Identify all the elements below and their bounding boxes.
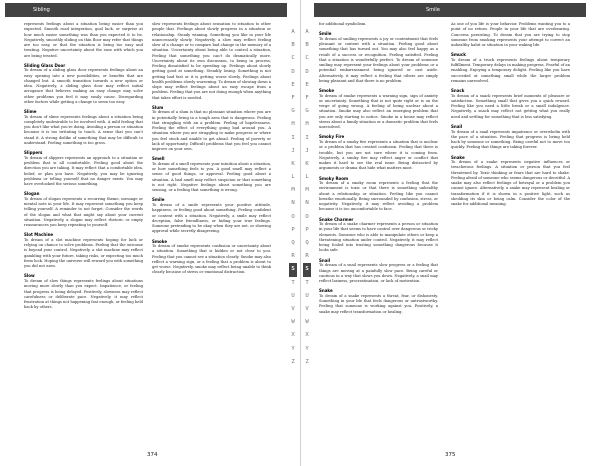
entry-title: Slot Machine [24,232,54,238]
entry-body: To dream of a snail represents impatience or overwhelm with the pace of a situation. Feeling that progress is being held back by someone or something. Being careful not to move too quickly. Feeling that things are taking forever. [451,129,570,150]
entry-body: for additional symbolism. [319,22,367,26]
index-letter-m: M [305,187,309,194]
index-letter-m: M [291,187,295,194]
index-letter-u: U [305,292,309,299]
index-letter-d: D [291,68,295,75]
entry-title: Snail [451,123,463,129]
dictionary-entry [152,239,271,276]
entry-body: To dream of smoke represents a warning sign, sign of anxiety or uncertainty. Something that is not quite right or is on the verge of going wrong. A feeling of being unclear about a situation. Smoke may also reflect an emerging problem that you are only starting to notice. Smoke in a house may reflect stress about a family situation or a domestic problem that feels unresolved. [319,93,438,130]
index-letter-o: O [291,213,295,220]
entry-body: To dream of smiling represents a joy or contentment that feels pleasant or content with a situation. Feeling good about something that has turned out. You may also feel happy as a result of a success or recognition. Feeling satisfied. Feeling that a situation is wonderfully perfect. To dream of someone smiling may represent your feelings about your problems or a potential embarrassment being ignored or cast aside. Alternatively, it may reflect a feeling that others are simply being pleasant and that there is no problem. [319,36,438,83]
index-letter-f: F [291,94,295,101]
page-number: 375 [445,452,456,458]
dictionary-entry [24,63,143,105]
index-letter-s: S [303,263,311,276]
index-letter-k: K [291,160,295,167]
dictionary-entry [24,22,143,59]
entry-body: To dream of a smoky room represents a feeling that the environment is toxic or that there is something unhealthy about a relationship or situation. Feeling like you cannot breathe emotionally. Being surrounded by confusion, stress, or negativity. Negatively, it may reflect avoiding a problem because it is too uncomfortable to face. [319,181,438,212]
index-letter-a: A [305,29,309,35]
alphabet-index [289,26,297,369]
index-letter-s: S [289,263,297,276]
index-letter-b: B [291,42,295,49]
entry-title: Slime [24,109,37,115]
index-letter-l: L [291,174,295,181]
index-letter-w: W [305,319,309,326]
entry-title: Snack [451,88,465,94]
index-letter-b: B [305,42,309,49]
entry-body: To dream of a snake represents negative influences or treacherous feelings. A situation or person that you feel threatened by. Toxic thinking or fears that are hard to shake. Feeling afraid of someone who seems dangerous or deceitful. A snake may also reflect feelings of betrayal or a problem you cannot ignore. Alternatively, a snake may represent healing or transformation if it is shown in a positive light, such as shedding its skin or being calm. Consider the color of the snake for additional meaning. [451,160,570,207]
right-column-1 [319,22,438,444]
index-letter-h: H [305,121,309,128]
entry-title: Slow [24,273,35,279]
entry-body: To dream of a snake represents a threat, fear, or dishonesty. Something in your life that feels dangerous or untrustworthy. Feeling that someone is working against you. Positively, a snake may reflect transformation or healing. [319,293,438,314]
index-letter-v: V [305,305,309,312]
entry-body: slow represents feelings about sensation to situation to other people that. Feelings about slowly progress in a situation or relationship. Steady winning. Something you like in your life unnecessarily slowly. Negatively, a slow may reflect feeling slow of a change or to compare bad change in the memory of a situation. Uncertainty about being able to control a situation, Feeling that something you can't do dramatically more. Uncertainty about its own discussion, to being in process, Feeling dissatisfied to be speeding up. Feelings about slowly getting good at something. Steadily losing. Something is not getting bad fast or it is getting worse slowly. Feelings about health problems slowly worsening. To dream of slowing down a slope may reflect feelings about an easy escape from a problem. Feeling that you are not doing enough when anything that takes effort is needed. [152,22,271,100]
dictionary-entry [319,217,438,254]
index-letter-r: R [305,253,309,260]
index-letter-o: O [305,213,309,220]
entry-title: Smile [152,197,165,203]
entry-body: To dream of smoke represents confusion or uncertainty about a situation. Something that is hidden or not clear to you. Feeling that you cannot see a situation clearly. Smoke may also reflect a warning sign, or a feeling that a problem is about to get worse. Negatively, smoke may reflect being unable to think clearly because of stress or emotional distraction. [152,244,271,275]
right-page [300,0,600,466]
left-column-2 [152,22,271,444]
index-letter-p: P [305,226,309,233]
index-letter-g: G [305,108,309,115]
index-letter-c: C [305,55,309,62]
dictionary-entry [319,258,438,285]
entry-title: Smoke [319,88,335,94]
entry-title: Snake [451,154,465,160]
entry-body: To dream of slime represents feelings about a situation being completely undesirable to be involved with. A mild feeling that you don't like what you're doing. Avoiding a person or situation because it is too irritating to touch. A sense that you can't stand it. A strong dislike of something that may be difficult to understand. Feeling something is too gross. [24,114,143,145]
index-letter-q: Q [305,240,309,246]
index-letter-k: K [305,160,309,167]
header-title: Sibling [33,7,50,13]
entry-body: To dream of a snack represents brief moments of pleasure or satisfaction. Something small that gives you a quick reward. Feeling like you need a little break or a small indulgence. Negatively, a snack may reflect not getting what you really need and settling for something that is less satisfying. [451,93,570,119]
entry-title: Slippers [24,150,43,156]
index-letter-q: Q [291,240,295,246]
index-letter-p: P [291,226,295,233]
entry-title: Snake [319,288,333,294]
dictionary-entry [451,52,570,84]
entry-body: To dream of slogan represents a recurring theme, message or mental note in your life. It may represent something you keep telling yourself. A reminder to not forget. Consider the words of the slogan and what that might say about your current situation. Negatively, a slogan may reflect rhetoric or empty reassurances you keep repeating to yourself. [24,196,143,228]
entry-body: To dream of slippers represents an approach to a situation or problem that is all comfortable. Feeling good about the direction you are taking. It may reflect that a comfortable idea, belief, or plan you have. Negatively, you may be ignoring problems or telling yourself that no danger exists. You may have overlooked the serious something. [24,155,143,187]
index-letter-z: Z [291,358,295,365]
index-letter-n: N [305,200,309,207]
index-letter-h: H [291,121,295,128]
entry-body: To dream of a smell represents your intuition about a situation, or how something feels to you. A good smell may reflect a sense of good things, or approval. Feeling good about a situation. A bad smell may reflect suspicion or that something is not right. Negative feelings about something you are sensing, or a feeling that something is wrong. [152,161,271,193]
index-letter-n: N [291,200,295,207]
index-letter-y: Y [291,345,295,352]
dictionary-entry [319,134,438,171]
index-letter-d: D [305,68,309,75]
entry-body: To dream of a truck represents feelings about temporary fulfillment. Temporary delays in making progress. Fearful of an enabling. Enjoying a temporary delight. Feeling like you have succeeded at something small while the larger problem remains unresolved. [451,57,570,83]
index-letter-j: J [305,147,309,154]
page-number: 374 [147,452,158,458]
index-letter-x: X [305,332,309,339]
entry-title: Slum [152,104,164,110]
dictionary-entry [24,109,143,146]
entry-body: To dream of a smoky fire represents a situation that is unclear or a problem that has created confusion. Feeling that there is trouble, but you are not sure where it is coming from. Negatively, a smoky fire may reflect anger or conflict that makes it hard to see the real issue. Being distracted by arguments or drama that hide what matters most. [319,140,438,171]
entry-title: Smile [319,31,332,37]
entry-title: Smell [152,156,165,162]
entry-title: Smoke [152,238,168,244]
entry-title: Slogan [24,191,40,197]
index-letter-w: W [291,319,295,326]
entry-title: Smuck [451,52,466,58]
entry-title: Snake Charmer [319,216,354,222]
index-letter-g: G [291,108,295,115]
entry-title: Smoky Fire [319,134,345,140]
dictionary-entry [451,155,570,208]
alphabet-index [303,26,311,369]
index-letter-e: E [305,81,309,88]
entry-title: Smoky Room [319,175,349,181]
entry-title: Snail [319,257,331,263]
left-column-1 [24,22,143,444]
dictionary-entry [152,197,271,234]
dictionary-entry [319,22,438,27]
dictionary-entry [152,22,271,101]
index-letter-i: I [291,134,295,141]
index-letter-j: J [291,147,295,154]
dictionary-entry [319,31,438,84]
dictionary-entry [24,273,143,310]
entry-body: To dream of a snake charmer represents a person or situation in your life that seems to have control over dangerous or tricky elements. Someone who is able to manipulate others or keep a threatening situation under control. Negatively, it may reflect being fooled into trusting something dangerous because it looks safe. [319,222,438,253]
index-letter-l: L [305,174,309,181]
index-letter-r: R [291,253,295,260]
dictionary-entry [152,156,271,193]
index-letter-t: T [305,279,309,286]
index-letter-u: U [291,292,295,299]
index-letter-f: F [305,94,309,101]
index-letter-a: A [291,29,295,35]
right-column-2 [451,22,570,444]
entry-body: To dream of a slum is that no pleasant situation where you are in potentially living in a tough area that is dangerous. Feeling that struggling with an a problem. Feeling of hopelessness. Feeling the effect of everything going bad around you. A situation where you are struggling to make progress or where you feel stuck and unable to get ahead. Feeling of poverty or lack of opportunity. Difficult problems that you feel you cannot improve on your own. [152,110,271,152]
dictionary-entry [24,150,143,187]
header-title: Smile [426,7,440,13]
dictionary-entry [319,176,438,213]
dictionary-entry [319,88,438,130]
index-letter-y: Y [305,345,309,352]
entry-title: Sliding Glass Door [24,62,66,68]
index-letter-v: V [291,305,295,312]
dictionary-entry [24,232,143,269]
dictionary-entry [451,88,570,120]
entry-body: represents feelings about a situation being easier than you expected. Smooth road integration, goal luck, or surprise at how much easier something was than you expected it to be. Negatively, smoothly sliding on thin floor may refer that things are too easy, or that the situation is being too easy and treating. Negative uncertainty about the ease with which you are being treated. [24,22,143,58]
entry-body: To dream of a smile represents your positive attitude, happiness, or feeling good about something. Feeling confident or content with a situation. Negatively, a smile may reflect deception, false friendliness, or hiding your true feelings. Someone pretending to be okay when they are not, or showing approval while secretly disagreeing. [152,203,271,234]
entry-body: To dream of slow things represents feelings about situations moving more slowly than you expect. Impatience, or feeling that progress is being delayed. Positively, slowness may reflect carefulness or deliberate pace. Negatively, it may reflect frustration at things not happening fast enough, or feeling held back by others. [24,279,143,310]
index-letter-t: T [291,279,295,286]
index-letter-e: E [291,81,295,88]
dictionary-entry [152,105,271,153]
entry-body: To dream of a slot machine represents hoping for luck or relying on chance to solve problems. Feeling that the outcome is beyond your control. Negatively, a slot machine may reflect gambling with your future, taking risks, or expecting too much from luck. Hoping the universe will reward you with something you did not earn. [24,237,143,269]
entry-body: To dream of a sliding glass door represents feelings about an easy opening into a new possibilities, or benefits that are changed but. A smooth transition towards a new option or idea. Negatively, a sliding glass door may reflect initial arrogance that believes making an easy change may solve other problems you feel it may easily cause. Disregarding other factors while getting a change to seem too easy. [24,68,143,104]
index-letter-c: C [291,55,295,62]
index-letter-z: Z [305,358,309,365]
dictionary-entry [451,22,570,48]
page-header [314,3,586,17]
dictionary-entry [451,124,570,151]
page-header [5,3,287,17]
dictionary-entry [24,191,143,228]
entry-body: To dream of a snail represents slow progress or a feeling that things are moving at a painfully slow pace. Being careful or cautious in a way that slows you down. Negatively, a snail may reflect laziness, procrastination, or lack of motivation. [319,263,438,284]
index-letter-i: I [305,134,309,141]
index-letter-x: X [291,332,295,339]
dictionary-entry [319,288,438,315]
entry-body: As one of you life is your behavior. Problems wanting you to a point of no return. People in your life that are overbearing. Concerns persisting. To dream that you are trying to stop someone from smoking represents your attempt to correct an unhealthy habit or situation in your waking life. [451,22,570,47]
